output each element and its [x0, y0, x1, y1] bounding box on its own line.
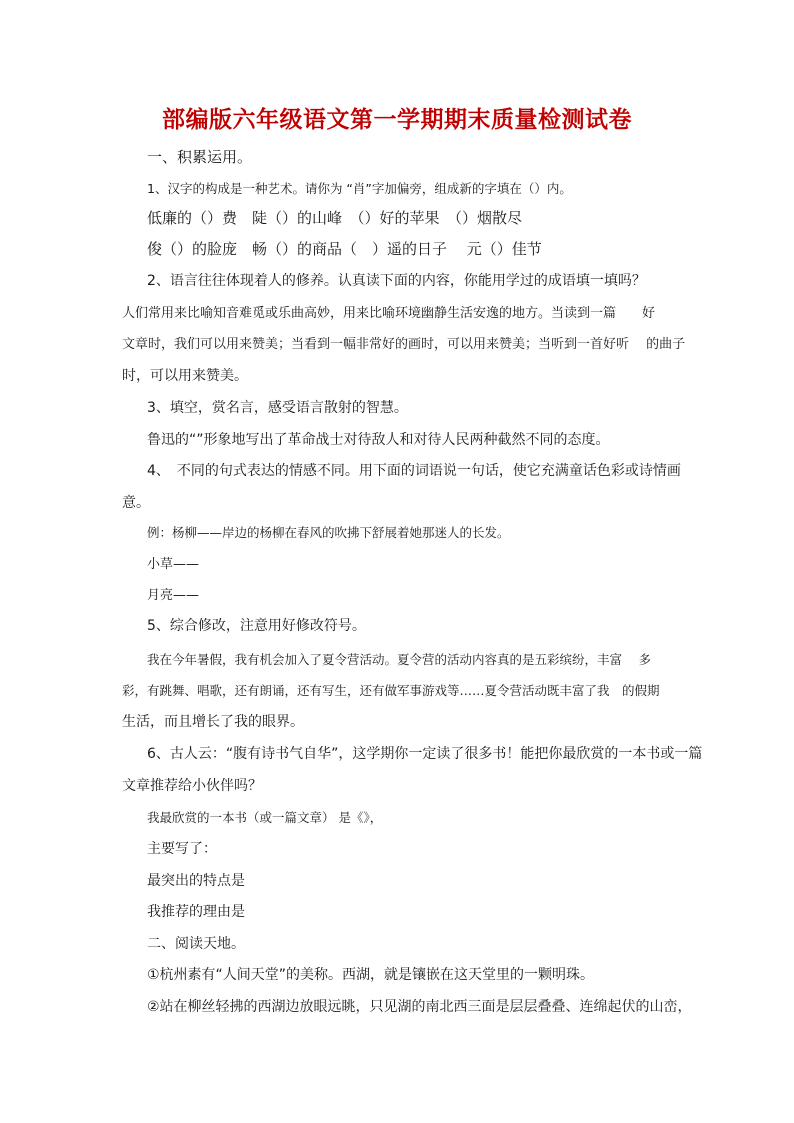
- answer-line: 月亮——: [147, 588, 200, 603]
- paragraph-line: 文章推荐给小伙伴吗？: [122, 778, 262, 794]
- answer-line: 我推荐的理由是: [147, 904, 245, 920]
- paragraph-line: 时，可以用来赞美。: [122, 368, 248, 384]
- answer-line: 最突出的特点是: [147, 873, 245, 889]
- answer-line: 小草——: [147, 557, 200, 572]
- reading-paragraph: ②站在柳丝轻拂的西湖边放眼远眺，只见湖的南北西三面是层层叠叠、连绵起伏的山峦，: [147, 999, 692, 1015]
- blank-line: 低廉的（）费 陡（）的山峰 （）好的苹果 （）烟散尽: [147, 209, 523, 227]
- question-text: 4、 不同的句式表达的情感不同。用下面的词语说一句话，使它充满童话色彩或诗情画: [147, 463, 681, 479]
- paragraph-line: 文章时，我们可以用来赞美；当看到一幅非常好的画时，可以用来赞美；当听到一首好听 的曲子: [122, 337, 686, 352]
- paragraph-line: 彩，有跳舞、唱歌，还有朗诵，还有写生，还有做军事游戏等……夏令营活动既丰富了我 的假期: [122, 683, 660, 698]
- example-line: 例：杨柳——岸边的杨柳在春风的吹拂下舒展着她那迷人的长发。: [147, 525, 510, 540]
- page-title: 部编版六年级语文第一学期期末质量检测试卷: [162, 106, 632, 133]
- paragraph-line: 生活，而且增长了我的眼界。: [122, 714, 304, 730]
- question-text: 3、填空，赏名言，感受语言散射的智慧。: [147, 400, 408, 416]
- reading-paragraph: ①杭州素有“人间天堂”的美称。西湖，就是镶嵌在这天堂里的一颗明珠。: [147, 967, 595, 983]
- answer-line: 我最欣赏的一本书（或一篇文章） 是《》，: [147, 810, 383, 825]
- answer-line: 主要写了：: [147, 841, 217, 857]
- question-text: 2、语言往往体现着人的修养。认真读下面的内容，你能用学过的成语填一填吗？: [147, 273, 646, 289]
- section-heading: 一、积累运用。: [147, 148, 253, 166]
- question-text: 6、古人云：“腹有诗书气自华”，这学期你一定读了很多书！能把你最欣赏的一本书或一篇: [147, 746, 703, 762]
- paragraph-line: 鲁迅的“”形象地写出了革命战士对待敌人和对待人民两种截然不同的态度。: [147, 432, 610, 448]
- paragraph-line: 意。: [122, 495, 150, 511]
- section-heading: 二、阅读天地。: [147, 936, 245, 952]
- paragraph-line: 人们常用来比喻知音难觅或乐曲高妙，用来比喻环境幽静生活安逸的地方。当读到一篇 好: [122, 306, 656, 321]
- question-text: 5、综合修改，注意用好修改符号。: [147, 618, 366, 634]
- question-text: 1、汉字的构成是一种艺术。请你为 “肖”字加偏旁，组成新的字填在（）内。: [147, 181, 572, 196]
- blank-line: 俊（）的脸庞 畅（）的商品（ ）遥的日子 元（）佳节: [147, 240, 542, 258]
- paragraph-line: 我在今年暑假，我有机会加入了夏令营活动。夏令营的活动内容真的是五彩缤纷，丰富 多: [147, 652, 651, 667]
